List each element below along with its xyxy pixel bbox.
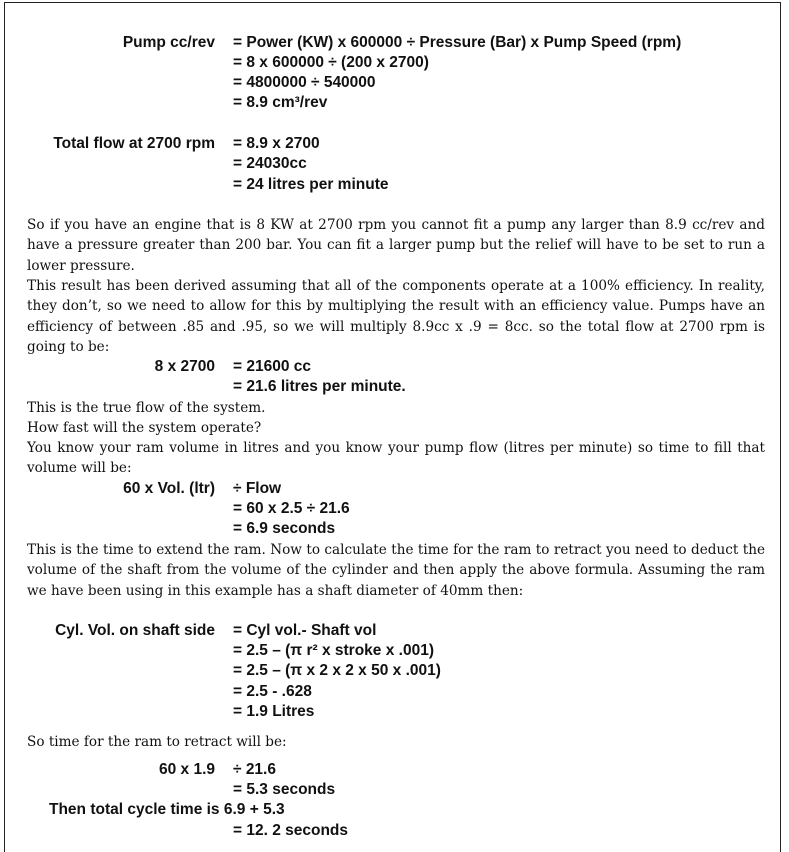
formula-line: = 21600 cc <box>233 358 312 375</box>
paragraph-efficiency: This result has been derived assuming that all of the components operate at a 100% efficiency. In reality, they don’t, so we need to allow for this by multiplying the result with an efficiency value. Pumps have an efficiency of between .85 and .95, so we will multiply 8.9cc x .9 = 8cc. so the total flow at 2700 rpm is going to be: <box>27 278 765 355</box>
formula-line: = 2.5 - .628 <box>233 683 312 700</box>
true-flow-label: 8 x 2700 <box>154 358 215 375</box>
formula-line: = 60 x 2.5 ÷ 21.6 <box>233 500 350 517</box>
formula-line: = 24030cc <box>233 155 307 172</box>
formula-line: = 2.5 – (π r² x stroke x .001) <box>233 642 434 659</box>
formula-line: = 12. 2 seconds <box>233 822 349 839</box>
paragraph-engine: So if you have an engine that is 8 KW at 2700 rpm you cannot fit a pump any larger than 8.9 cc/rev and have a pressure greater than 200 bar. You can fit a larger pump but the relief will have to be set to run a lower pressure. <box>27 217 765 274</box>
formula-line: = 8 x 600000 ÷ (200 x 2700) <box>233 54 429 71</box>
formula-line: = 6.9 seconds <box>233 520 336 537</box>
page-frame <box>4 2 781 852</box>
formula-line: ÷ 21.6 <box>233 761 276 778</box>
cycle-time-label: Then total cycle time is 6.9 + 5.3 <box>49 801 285 818</box>
formula-line: = 8.9 x 2700 <box>233 135 320 152</box>
formula-line: = Power (KW) x 600000 ÷ Pressure (Bar) x Pump Speed (rpm) <box>233 34 682 51</box>
retract-time-label: 60 x 1.9 <box>158 761 215 778</box>
formula-line: = 2.5 – (π x 2 x 2 x 50 x .001) <box>233 662 441 679</box>
formula-line: = 1.9 Litres <box>233 703 315 720</box>
formula-line: = Cyl vol.- Shaft vol <box>233 622 377 639</box>
paragraph-ram-volume: You know your ram volume in litres and you know your pump flow (litres per minute) so time to fill that volume will be: <box>27 440 765 477</box>
paragraph-retract: This is the time to extend the ram. Now to calculate the time for the ram to retract you need to deduct the volume of the shaft from the volume of the cylinder and then apply the above formula. Assuming the ram we have been using in this example has a shaft diameter of 40mm then: <box>27 542 765 599</box>
formula-line: = 4800000 ÷ 540000 <box>233 74 376 91</box>
fill-time-label: 60 x Vol. (ltr) <box>123 480 215 497</box>
total-flow-label: Total flow at 2700 rpm <box>53 135 215 152</box>
formula-line: = 21.6 litres per minute. <box>233 378 406 395</box>
formula-line: = 24 litres per minute <box>233 176 389 193</box>
formula-line: = 5.3 seconds <box>233 781 336 798</box>
formula-line: = 8.9 cm³/rev <box>233 94 328 111</box>
true-flow-text: This is the true flow of the system. <box>27 400 266 416</box>
shaft-side-label: Cyl. Vol. on shaft side <box>55 622 215 639</box>
pump-cc-rev-label: Pump cc/rev <box>122 34 215 51</box>
retract-time-text: So time for the ram to retract will be: <box>27 734 287 750</box>
how-fast-heading: How fast will the system operate? <box>27 420 262 436</box>
formula-line: ÷ Flow <box>233 480 282 497</box>
